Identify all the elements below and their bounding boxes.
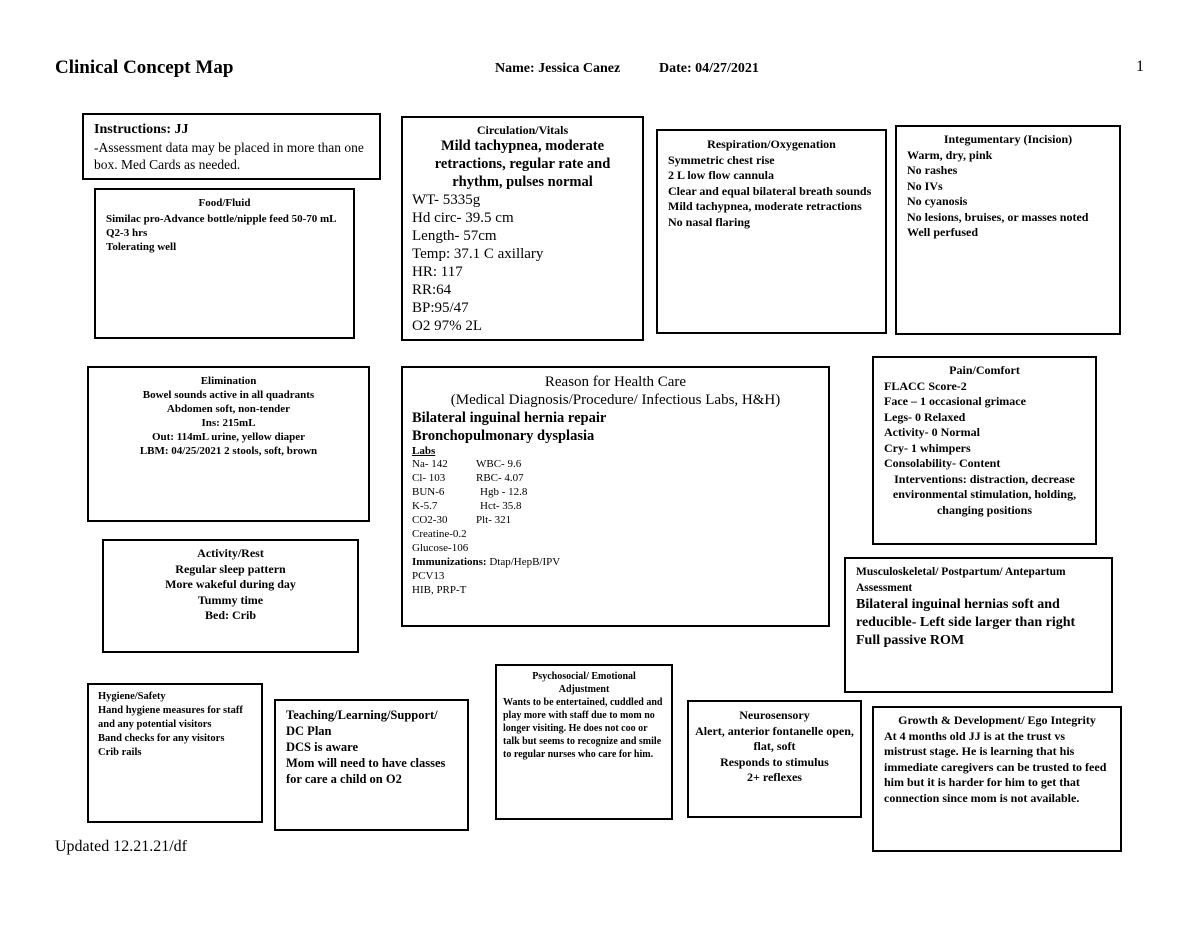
lab-value: Na- 142 xyxy=(412,458,448,470)
activity-line: Bed: Crib xyxy=(205,608,256,622)
integumentary-line: No rashes xyxy=(907,163,958,177)
growth-title: Growth & Development/ Ego Integrity xyxy=(898,713,1096,727)
respiration-box xyxy=(656,129,887,334)
neuro-line: 2+ reflexes xyxy=(747,770,802,784)
circulation-vitals-box xyxy=(401,116,644,341)
elimination-line: LBM: 04/25/2021 2 stools, soft, brown xyxy=(139,445,318,457)
elimination-line: Bowel sounds active in all quadrants xyxy=(142,389,315,401)
instructions-text: -Assessment data may be placed in more than one box. Med Cards as needed. xyxy=(94,140,364,172)
reason-for-health-care-box xyxy=(401,366,830,627)
food-fluid-line: Similac pro-Advance bottle/nipple feed 50-70 mL Q2-3 hrs xyxy=(106,213,336,239)
food-fluid-line: Tolerating well xyxy=(106,241,177,253)
immunization-line: HIB, PRP-T xyxy=(412,584,467,596)
hygiene-title: Hygiene/Safety xyxy=(98,691,166,702)
vitals-line: RR:64 xyxy=(412,282,452,298)
teaching-box xyxy=(274,699,469,831)
growth-development-box xyxy=(872,706,1122,852)
vitals-line: WT- 5335g xyxy=(412,192,481,208)
food-fluid-box xyxy=(94,188,355,339)
respiration-line: Mild tachypnea, moderate retractions xyxy=(668,199,862,213)
lab-value: Creatine-0.2 xyxy=(412,528,467,540)
elimination-line: Abdomen soft, non-tender xyxy=(166,403,291,415)
integumentary-line: No lesions, bruises, or masses noted xyxy=(907,209,1089,224)
psychosocial-title: Psychosocial/ Emotional Adjustment xyxy=(532,671,636,695)
lab-value: Glucose-106 xyxy=(412,542,469,554)
activity-rest-box xyxy=(102,539,359,653)
date-label: Date: 04/27/2021 xyxy=(659,61,759,76)
elimination-box xyxy=(87,366,370,522)
elimination-line: Out: 114mL urine, yellow diaper xyxy=(151,431,306,443)
lab-value: Plt- 321 xyxy=(476,514,512,526)
labs-label: Labs xyxy=(412,445,436,457)
elimination-title: Elimination xyxy=(200,375,257,387)
pain-line: Consolability- Content xyxy=(884,456,1001,470)
vitals-line: BP:95/47 xyxy=(412,300,469,316)
hygiene-safety-box xyxy=(87,683,263,823)
integumentary-line: No cyanosis xyxy=(907,194,968,208)
integumentary-line: Warm, dry, pink xyxy=(907,147,993,162)
teaching-title: Teaching/Learning/Support/ DC Plan xyxy=(286,708,438,738)
integumentary-line: No IVs xyxy=(907,178,943,193)
activity-line: More wakeful during day xyxy=(165,577,296,591)
psychosocial-text: Wants to be entertained, cuddled and play more with staff due to mom no longer visiting. He does not coo or talk but seems to recognize and smile to regular nurses who care for him. xyxy=(503,697,663,760)
activity-line: Tummy time xyxy=(197,592,264,607)
musculoskeletal-box xyxy=(844,557,1113,693)
pain-line: Cry- 1 whimpers xyxy=(884,440,971,455)
neuro-title: Neurosensory xyxy=(739,708,810,722)
diagnosis-line: Bilateral inguinal hernia repair xyxy=(412,410,607,426)
circulation-summary: Mild tachypnea, moderate retractions, regular rate and rhythm, pulses normal xyxy=(434,138,611,190)
hygiene-line: Hand hygiene measures for staff and any potential visitors xyxy=(98,705,243,730)
activity-line: Regular sleep pattern xyxy=(175,561,286,576)
respiration-line: Symmetric chest rise xyxy=(668,152,775,167)
lab-value: K-5.7 xyxy=(412,500,438,512)
immunizations-label: Immunizations: xyxy=(412,556,487,568)
page-title: Clinical Concept Map xyxy=(55,57,234,78)
respiration-line: No nasal flaring xyxy=(668,214,751,229)
instructions-box xyxy=(82,113,381,180)
labs-right-column xyxy=(476,457,527,555)
labs-left-column xyxy=(412,457,476,555)
immunizations-value: Dtap/HepB/IPV xyxy=(489,556,561,568)
pain-comfort-box xyxy=(872,356,1097,545)
hygiene-line: Band checks for any visitors xyxy=(98,733,225,744)
labs-table xyxy=(412,457,819,555)
integumentary-line: Well perfused xyxy=(907,225,978,239)
hygiene-line: Crib rails xyxy=(98,747,142,758)
pain-title: Pain/Comfort xyxy=(949,363,1020,377)
musculoskeletal-title: Musculoskeletal/ Postpartum/ Antepartum Assessment xyxy=(856,566,1066,594)
reason-title: Reason for Health Care xyxy=(544,374,687,390)
respiration-line: Clear and equal bilateral breath sounds xyxy=(668,183,872,198)
instructions-title: Instructions: JJ xyxy=(94,122,189,137)
teaching-line: Mom will need to have classes for care a child on O2 xyxy=(286,756,446,786)
growth-text: At 4 months old JJ is at the trust vs mistrust stage. He is learning that his immediate caregivers can be trusted to feed him but it is harder for him to get that connection since mom is not available. xyxy=(884,728,1107,805)
integumentary-box xyxy=(895,125,1121,335)
diagnosis-line: Bronchopulmonary dysplasia xyxy=(412,428,595,444)
lab-value: Hct- 35.8 xyxy=(480,500,522,512)
vitals-line: O2 97% 2L xyxy=(412,318,482,334)
student-name: Name: Jessica Canez xyxy=(495,61,621,76)
lab-value: CO2-30 xyxy=(412,514,448,526)
pain-line: Face – 1 occasional grimace xyxy=(884,394,1026,408)
immunization-line: PCV13 xyxy=(412,570,445,582)
integumentary-title: Integumentary (Incision) xyxy=(943,132,1073,146)
musculoskeletal-text: Bilateral inguinal hernias soft and reducible- Left side larger than right xyxy=(856,597,1076,630)
page-number: 1 xyxy=(1136,58,1144,75)
vitals-line: Temp: 37.1 C axillary xyxy=(412,246,544,262)
food-fluid-title: Food/Fluid xyxy=(198,197,251,209)
reason-subtitle: (Medical Diagnosis/Procedure/ Infectious Labs, H&H) xyxy=(450,392,781,408)
footer-note: Updated 12.21.21/df xyxy=(55,838,187,855)
pain-line: Activity- 0 Normal xyxy=(884,425,980,439)
respiration-title: Respiration/Oxygenation xyxy=(707,137,836,151)
psychosocial-box xyxy=(495,664,673,820)
pain-interventions: Interventions: distraction, decrease environmental stimulation, holding, changing positions xyxy=(892,471,1077,517)
respiration-line: 2 L low flow cannula xyxy=(668,168,775,182)
activity-title: Activity/Rest xyxy=(197,546,264,560)
musculoskeletal-text2: Full passive ROM xyxy=(856,633,965,648)
neurosensory-box xyxy=(687,700,862,818)
vitals-line: Hd circ- 39.5 cm xyxy=(412,210,514,226)
pain-line: FLACC Score-2 xyxy=(884,378,967,393)
lab-value: BUN-6 xyxy=(412,486,445,498)
neuro-line: Alert, anterior fontanelle open, flat, soft xyxy=(695,723,854,753)
vitals-line: Length- 57cm xyxy=(412,228,497,244)
lab-value: WBC- 9.6 xyxy=(476,458,522,470)
vitals-line: HR: 117 xyxy=(412,264,463,280)
lab-value: Hgb - 12.8 xyxy=(480,486,528,498)
lab-value: RBC- 4.07 xyxy=(476,472,524,484)
immunizations-line xyxy=(412,555,819,569)
elimination-line: Ins: 215mL xyxy=(201,417,256,429)
circulation-title: Circulation/Vitals xyxy=(476,123,569,137)
neuro-line: Responds to stimulus xyxy=(720,754,829,769)
pain-line: Legs- 0 Relaxed xyxy=(884,409,966,424)
teaching-line: DCS is aware xyxy=(286,740,358,754)
lab-value: Cl- 103 xyxy=(412,472,446,484)
